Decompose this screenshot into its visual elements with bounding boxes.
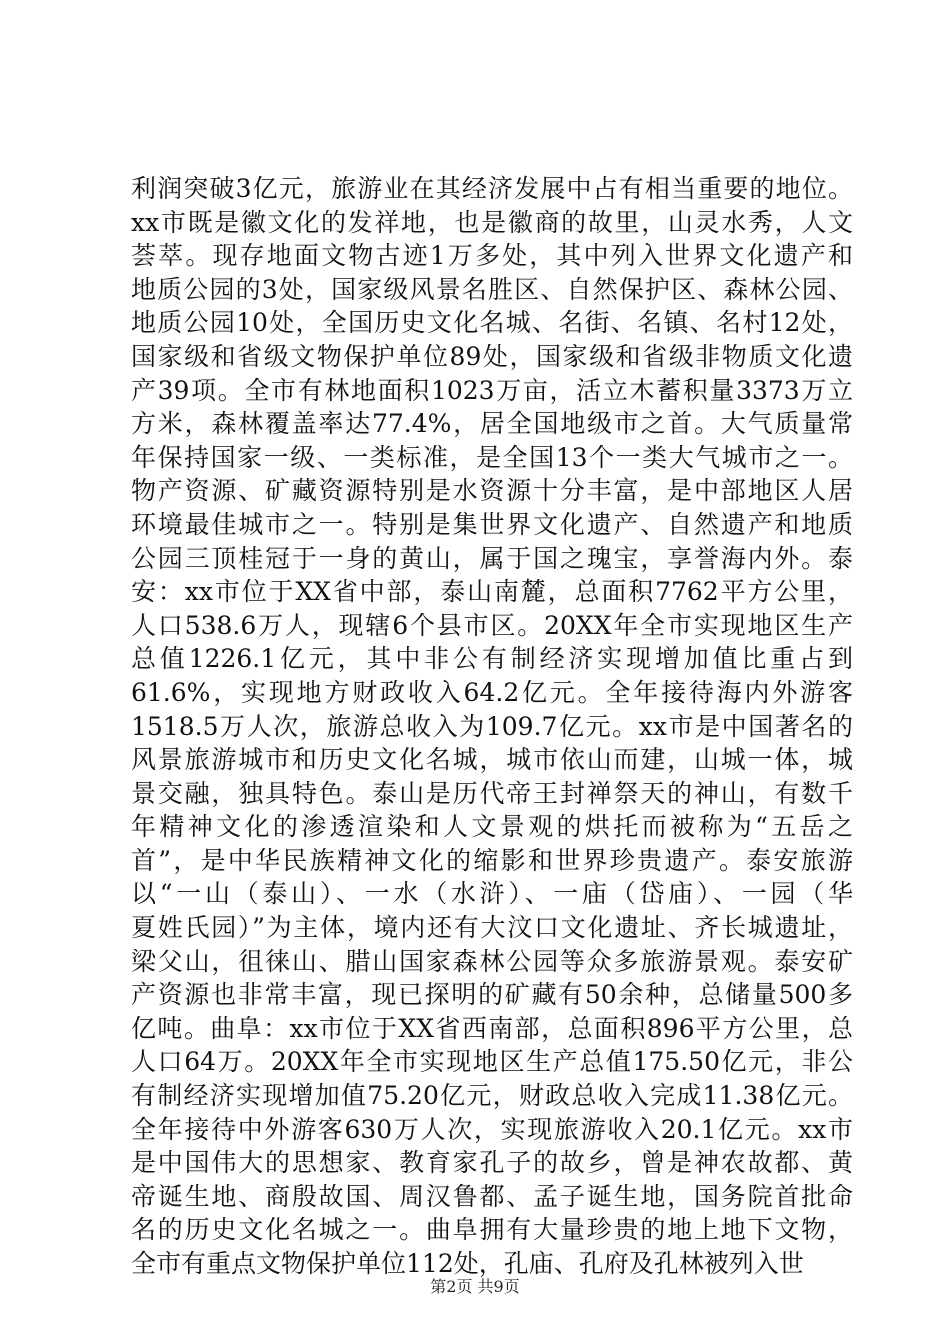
text-line: 景交融，独具特色。泰山是历代帝王封禅祭天的神山，有数千	[131, 778, 853, 808]
text-line: 地质公园10处，全国历史文化名城、名街、名镇、名村12处，	[131, 308, 853, 338]
text-line: 公园三顶桂冠于一身的黄山，属于国之瑰宝，享誉海内外。泰	[131, 543, 853, 573]
text-line: 利润突破3亿元，旅游业在其经济发展中占有相当重要的地位。	[131, 174, 853, 203]
text-line: 人口538.6万人，现辖6个县市区。20XX年全市实现地区生产	[131, 610, 853, 640]
text-line: 方米，森林覆盖率达77.4%，居全国地级市之首。大气质量常	[131, 409, 853, 439]
page-footer: 第2页 共9页	[430, 1277, 520, 1296]
text-line: 首”，是中华民族精神文化的缩影和世界珍贵遗产。泰安旅游	[131, 845, 853, 875]
text-line: 1518.5万人次，旅游总收入为109.7亿元。xx市是中国著名的	[131, 711, 853, 741]
text-line: 物产资源、矿藏资源特别是水资源十分丰富，是中部地区人居	[131, 476, 853, 506]
text-line: 亿吨。曲阜：xx市位于XX省西南部，总面积896平方公里，总	[131, 1013, 853, 1043]
text-line: xx市既是徽文化的发祥地，也是徽商的故里，山灵水秀，人文	[131, 207, 853, 237]
text-line: 国家级和省级文物保护单位89处，国家级和省级非物质文化遗	[131, 341, 853, 371]
text-line: 总值1226.1亿元，其中非公有制经济实现增加值比重占到	[131, 644, 853, 674]
text-line: 梁父山，徂徕山、腊山国家森林公园等众多旅游景观。泰安矿	[131, 946, 853, 976]
text-line: 全年接待中外游客630万人次，实现旅游收入20.1亿元。xx市	[131, 1114, 853, 1144]
text-line: 帝诞生地、商殷故国、周汉鲁都、孟子诞生地，国务院首批命	[131, 1181, 853, 1211]
text-line: 产资源也非常丰富，现已探明的矿藏有50余种，总储量500多	[131, 980, 853, 1010]
text-line: 年精神文化的渗透渲染和人文景观的烘托而被称为“五岳之	[131, 812, 853, 842]
text-line: 有制经济实现增加值75.20亿元，财政总收入完成11.38亿元。	[131, 1081, 853, 1111]
text-line: 风景旅游城市和历史文化名城，城市依山而建，山城一体，城	[131, 745, 853, 775]
text-line: 年保持国家一级、一类标准，是全国13个一类大气城市之一。	[131, 442, 853, 472]
text-line: 地质公园的3处，国家级风景名胜区、自然保护区、森林公园、	[131, 274, 853, 304]
text-line: 安：xx市位于XX省中部，泰山南麓，总面积7762平方公里，	[131, 577, 853, 607]
text-line: 环境最佳城市之一。特别是集世界文化遗产、自然遗产和地质	[131, 509, 853, 539]
text-line: 61.6%，实现地方财政收入64.2亿元。全年接待海内外游客	[131, 677, 853, 707]
text-line: 是中国伟大的思想家、教育家孔子的故乡，曾是神农故都、黄	[131, 1148, 853, 1178]
text-line: 产39项。全市有林地面积1023万亩，活立木蓄积量3373万立	[131, 375, 853, 405]
text-line: 以“一山（泰山）、一水（水浒）、一庙（岱庙）、一园（华	[131, 879, 853, 909]
text-line: 荟萃。现存地面文物古迹1万多处，其中列入世界文化遗产和	[131, 241, 853, 271]
text-line: 全市有重点文物保护单位112处，孔庙、孔府及孔林被列入世	[131, 1249, 804, 1278]
text-line: 名的历史文化名城之一。曲阜拥有大量珍贵的地上地下文物，	[131, 1215, 853, 1245]
body-text	[131, 172, 853, 1281]
text-line: 人口64万。20XX年全市实现地区生产总值175.50亿元，非公	[131, 1047, 853, 1077]
text-line: 夏姓氏园）”为主体，境内还有大汶口文化遗址、齐长城遗址，	[131, 913, 853, 943]
